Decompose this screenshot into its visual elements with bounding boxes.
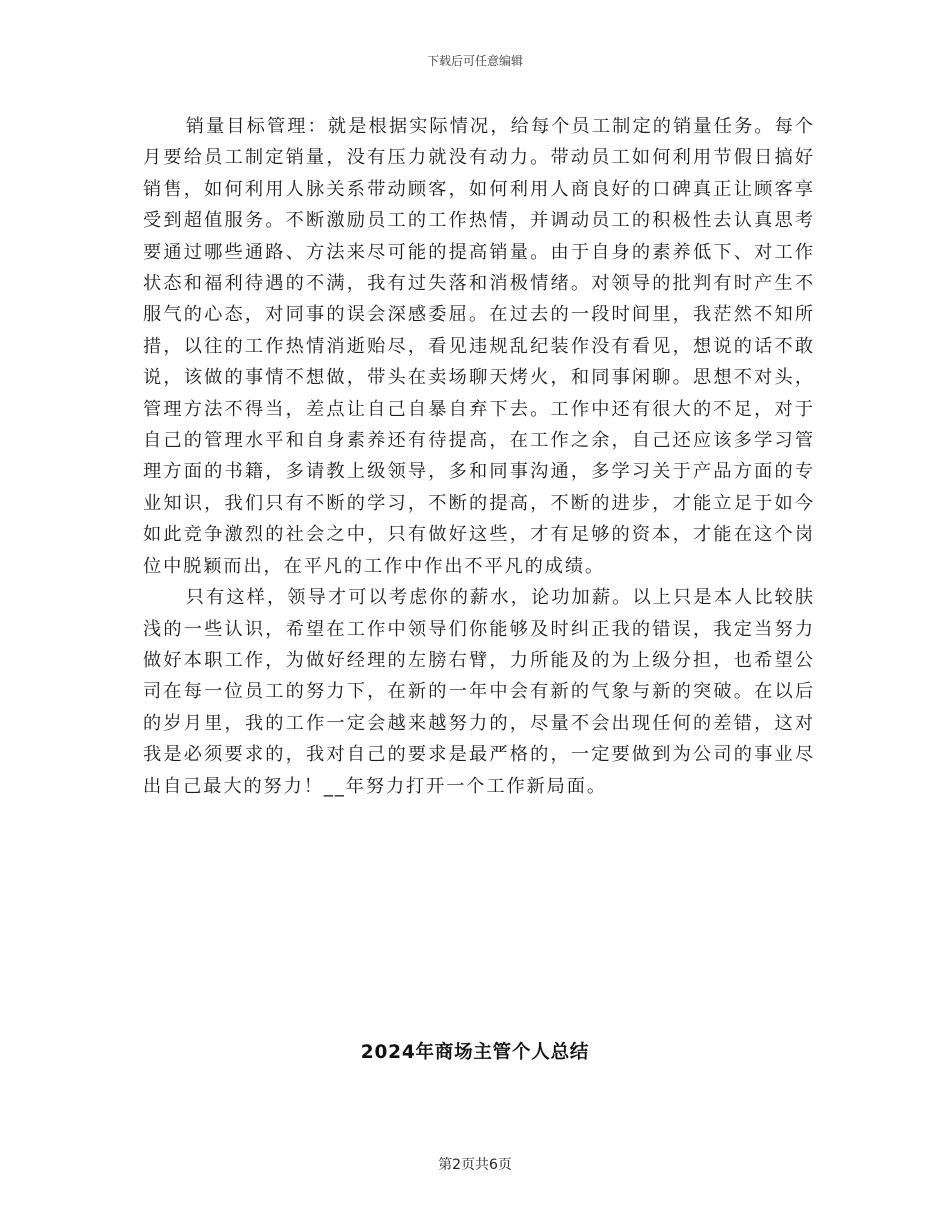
document-body xyxy=(143,111,815,802)
page-header-note: 下载后可任意编辑 xyxy=(426,54,523,68)
page-number: 第2页共6页 xyxy=(438,1157,512,1173)
section-title: 2024年商场主管个人总结 xyxy=(360,1042,590,1063)
body-paragraph: 销量目标管理：就是根据实际情况，给每个员工制定的销量任务。每个月要给员工制定销量，没有压力就没有动力。带动员工如何利用节假日搞好销售，如何利用人脉关系带动顾客，如何利用人商良好的口碑真正让顾客享受到超值服务。不断激励员工的工作热情，并调动员工的积极性去认真思考要通过哪些通路、方法来尽可能的提高销量。由于自身的素养低下、对工作状态和福利待遇的不满，我有过失落和消极情绪。对领导的批判有时产生不服气的心态，对同事的误会深感委屈。在过去的一段时间里，我茫然不知所措，以往的工作热情消逝贻尽，看见违规乱纪装作没有看见，想说的话不敢说，该做的事情不想做，带头在卖场聊天烤火，和同事闲聊。思想不对头，管理方法不得当，差点让自己自暴自弃下去。工作中还有很大的不足，对于自己的管理水平和自身素养还有待提高，在工作之余，自己还应该多学习管理方面的书籍，多请教上级领导，多和同事沟通，多学习关于产品方面的专业知识，我们只有不断的学习，不断的提高，不断的进步，才能立足于如今如此竞争激烈的社会之中，只有做好这些，才有足够的资本，才能在这个岗位中脱颖而出，在平凡的工作中作出不平凡的成绩。 xyxy=(143,116,815,577)
body-paragraph: 只有这样，领导才可以考虑你的薪水，论功加薪。以上只是本人比较肤浅的一些认识，希望在工作中领导们你能够及时纠正我的错误，我定当努力做好本职工作，为做好经理的左膀右臂，力所能及的为上级分担，也希望公司在每一位员工的努力下，在新的一年中会有新的气象与新的突破。在以后的岁月里，我的工作一定会越来越努力的，尽量不会出现任何的差错，这对我是必须要求的，我对自己的要求是最严格的，一定要做到为公司的事业尽出自己最大的努力！__年努力打开一个工作新局面。 xyxy=(143,587,815,797)
